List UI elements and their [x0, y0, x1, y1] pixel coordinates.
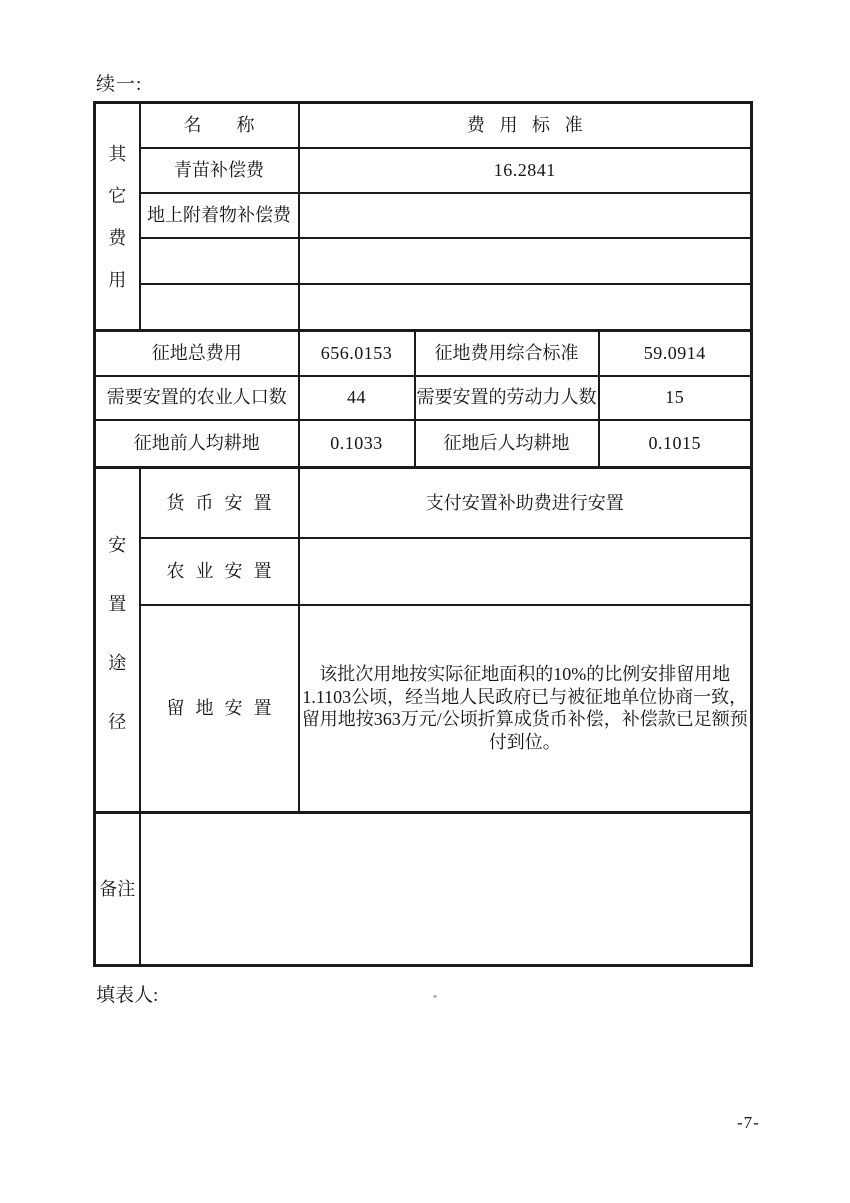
fee-row-name-empty-1: [140, 238, 299, 284]
other-fees-vertical-label: 其它费用: [108, 143, 127, 290]
scan-speck: [433, 995, 437, 998]
agri-population-value: 44: [299, 376, 415, 420]
reserved-land-resettlement-label: 留 地 安 置: [140, 605, 299, 813]
fee-standard-header-cell: 费 用 标 准: [299, 103, 752, 148]
labor-count-label: 需要安置的劳动力人数: [415, 376, 599, 420]
agri-population-label: 需要安置的农业人口数: [95, 376, 299, 420]
monetary-resettlement-label: 货 币 安 置: [140, 468, 299, 538]
fee-row-name-attachments: 地上附着物补偿费: [140, 193, 299, 238]
fee-row-name-empty-2: [140, 284, 299, 331]
reserved-land-resettlement-content: 该批次用地按实际征地面积的10%的比例安排留用地1.1103公顷，经当地人民政府已与被征地单位协商一致，留用地按363万元/公顷折算成货币补偿，补偿款已足额预付到位。: [299, 605, 752, 813]
resettlement-vertical-label: 安置途径: [108, 535, 127, 732]
remarks-label: 备注: [95, 813, 140, 966]
other-fees-section-cell: [95, 103, 140, 331]
fee-row-value-empty-1: [299, 238, 752, 284]
agricultural-resettlement-content: [299, 538, 752, 605]
fee-name-header-cell: 名 称: [140, 103, 299, 148]
page-number: -7-: [737, 1113, 760, 1132]
fee-row-value-empty-2: [299, 284, 752, 331]
resettlement-section-cell: [95, 468, 140, 813]
comprehensive-standard-label: 征地费用综合标准: [415, 331, 599, 376]
labor-count-value: 15: [599, 376, 752, 420]
remarks-content: [140, 813, 752, 966]
comprehensive-standard-value: 59.0914: [599, 331, 752, 376]
farmland-before-label: 征地前人均耕地: [95, 420, 299, 468]
total-fee-label: 征地总费用: [95, 331, 299, 376]
farmland-after-label: 征地后人均耕地: [415, 420, 599, 468]
fee-row-value-attachments: [299, 193, 752, 238]
agricultural-resettlement-label: 农 业 安 置: [140, 538, 299, 605]
total-fee-value: 656.0153: [299, 331, 415, 376]
continuation-label: 续一:: [96, 74, 143, 95]
form-filler-label: 填表人:: [96, 985, 159, 1006]
farmland-after-value: 0.1015: [599, 420, 752, 468]
fee-row-name-seedling: 青苗补偿费: [140, 148, 299, 193]
monetary-resettlement-content: 支付安置补助费进行安置: [299, 468, 752, 538]
land-compensation-table: [93, 101, 753, 967]
fee-row-value-seedling: 16.2841: [299, 148, 752, 193]
farmland-before-value: 0.1033: [299, 420, 415, 468]
